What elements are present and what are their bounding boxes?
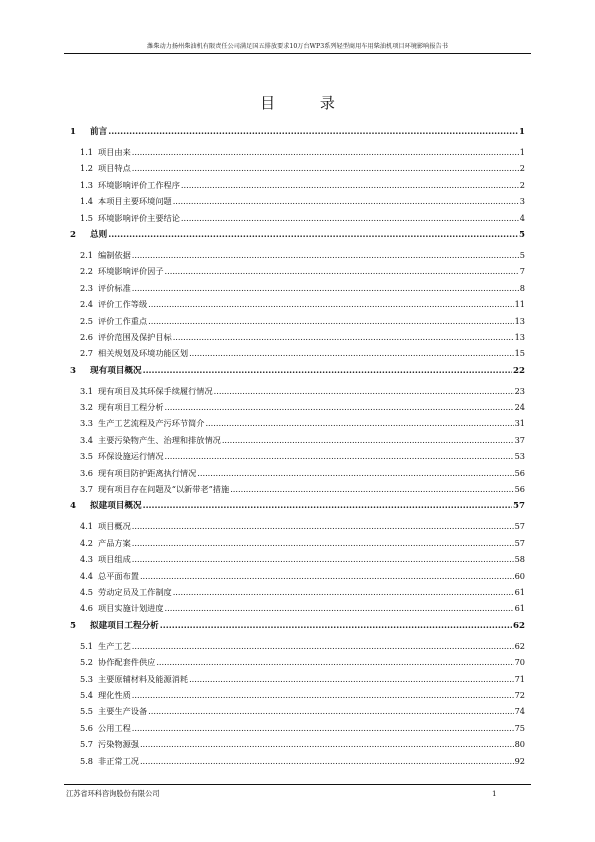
toc-section-label	[66, 280, 131, 296]
toc-dot-leader	[132, 535, 514, 551]
toc-section-entry[interactable]	[66, 584, 525, 600]
toc-section-label	[66, 177, 180, 193]
toc-section-number: 4.4	[80, 570, 94, 581]
toc-chapter-label	[66, 227, 107, 244]
toc-section-page: 72	[514, 689, 525, 700]
toc-dot-leader	[132, 160, 519, 176]
toc-dot-leader	[132, 720, 514, 736]
toc-section-label	[66, 247, 131, 263]
toc-section-number: 5.1	[80, 640, 94, 651]
toc-section-number: 1.3	[80, 179, 94, 190]
toc-chapter-page: 62	[513, 620, 525, 631]
toc-section-number: 5.5	[80, 706, 94, 717]
toc-section-page: 74	[514, 706, 525, 717]
toc-section-page: 37	[514, 434, 525, 445]
toc-section-title: 项目概况	[98, 521, 131, 532]
toc-section-page: 61	[514, 603, 525, 614]
toc-section-title: 项目特点	[98, 163, 131, 174]
toc-section-entry[interactable]	[66, 518, 525, 534]
header-rule	[64, 53, 531, 54]
toc-chapter-title: 现有项目概况	[90, 365, 142, 376]
toc-section-label	[66, 313, 147, 329]
toc-section-title: 项目实施计划进度	[98, 603, 164, 614]
toc-section-entry[interactable]	[66, 263, 525, 279]
toc-dot-leader	[132, 280, 519, 296]
toc-section-title: 理化性质	[98, 689, 131, 700]
toc-dot-leader	[173, 584, 514, 600]
page-title: 目 录	[260, 94, 355, 112]
toc-section-page: 57	[514, 537, 525, 548]
toc-section-label	[66, 703, 147, 719]
toc-section-number: 5.8	[80, 755, 94, 766]
running-header: 潍柴动力扬州柴油机有限责任公司满足国五排放要求10万台WP3系列轻型商用车用柴油机项目环境影响报告书	[147, 43, 448, 50]
toc-section-page: 57	[514, 521, 525, 532]
toc-section-page: 1	[519, 147, 525, 157]
toc-section-page: 2	[519, 179, 525, 190]
toc-section-title: 本项目主要环境问题	[98, 196, 172, 207]
toc-section-title: 生产工艺流程及产污环节简介	[98, 418, 205, 429]
toc-section-number: 4.6	[80, 603, 94, 614]
toc-section-number: 3.5	[80, 451, 94, 462]
toc-dot-leader	[108, 227, 518, 244]
toc-dot-leader	[214, 383, 514, 399]
toc-dot-leader	[148, 296, 513, 312]
toc-section-label	[66, 329, 172, 345]
toc-section-number: 2.4	[80, 299, 94, 310]
toc-dot-leader	[132, 247, 519, 263]
toc-chapter-page: 5	[519, 229, 525, 240]
toc-section-label	[66, 345, 188, 361]
toc-dot-leader	[140, 753, 514, 769]
toc-section-number: 4.1	[80, 521, 94, 532]
toc-section-entry[interactable]	[66, 753, 525, 769]
toc-dot-leader	[132, 687, 514, 703]
toc-dot-leader	[140, 736, 514, 752]
toc-section-entry[interactable]	[66, 481, 525, 497]
toc-chapter-entry[interactable]	[66, 363, 525, 380]
toc-dot-leader	[132, 518, 514, 534]
toc-section-entry[interactable]	[66, 345, 525, 361]
toc-section-page: 70	[514, 657, 525, 668]
toc-section-entry[interactable]	[66, 551, 525, 567]
toc-dot-leader	[132, 551, 514, 567]
toc-dot-leader	[222, 432, 514, 448]
toc-section-page: 56	[514, 484, 525, 495]
toc-chapter-page: 1	[519, 127, 525, 137]
toc-section-title: 环保设施运行情况	[98, 451, 164, 462]
footer-page-number: 1	[492, 789, 497, 798]
toc-section-title: 现有项目存在问题及“以新带老”措施	[98, 484, 230, 495]
toc-section-page: 31	[514, 418, 525, 429]
toc-section-page: 5	[519, 249, 525, 260]
toc-section-label	[66, 720, 131, 736]
toc-section-title: 评价工作等级	[98, 299, 148, 310]
toc-section-title: 环境影响评价主要结论	[98, 212, 180, 223]
toc-section-title: 污染物源强	[98, 739, 139, 750]
toc-section-label	[66, 465, 196, 481]
toc-section-number: 5.2	[80, 657, 94, 668]
toc-section-page: 2	[519, 163, 525, 174]
toc-chapter-number: 1	[70, 127, 76, 137]
toc-section-entry[interactable]	[66, 568, 525, 584]
toc-chapter-entry[interactable]	[66, 498, 525, 515]
toc-section-entry[interactable]	[66, 687, 525, 703]
toc-section-label	[66, 568, 139, 584]
toc-section-entry[interactable]	[66, 736, 525, 752]
toc-section-label	[66, 399, 164, 415]
toc-section-entry[interactable]	[66, 329, 525, 345]
toc-dot-leader	[197, 465, 513, 481]
toc-section-page: 53	[514, 451, 525, 462]
toc-dot-leader	[160, 618, 512, 635]
toc-chapter-entry[interactable]	[66, 618, 525, 635]
toc-dot-leader	[189, 671, 514, 687]
toc-section-title: 生产工艺	[98, 640, 131, 651]
toc-section-entry[interactable]	[66, 399, 525, 415]
toc-section-page: 7	[519, 266, 525, 277]
toc-section-number: 3.6	[80, 467, 94, 478]
toc-section-entry[interactable]	[66, 296, 525, 312]
toc-section-label	[66, 160, 131, 176]
toc-dot-leader	[108, 124, 518, 141]
toc-dot-leader	[165, 448, 514, 464]
toc-section-title: 现有项目防护距离执行情况	[98, 467, 197, 478]
toc-section-title: 现有项目工程分析	[98, 402, 164, 413]
toc-chapter-number: 2	[70, 229, 76, 240]
toc-section-number: 4.2	[80, 537, 94, 548]
toc-section-page: 80	[514, 739, 525, 750]
toc-section-label	[66, 383, 213, 399]
toc-section-number: 1.5	[80, 212, 94, 223]
toc-dot-leader	[165, 399, 514, 415]
toc-section-entry[interactable]	[66, 465, 525, 481]
toc-chapter-entry[interactable]	[66, 227, 525, 244]
toc-section-number: 3.3	[80, 418, 94, 429]
toc-section-label	[66, 481, 229, 497]
toc-dot-leader	[132, 144, 519, 160]
toc-section-label	[66, 736, 139, 752]
toc-dot-leader	[173, 193, 519, 209]
toc-section-entry[interactable]	[66, 247, 525, 263]
toc-section-number: 1.4	[80, 196, 94, 207]
toc-section-number: 3.7	[80, 484, 94, 495]
toc-section-number: 2.5	[80, 315, 94, 326]
toc-section-label	[66, 584, 172, 600]
toc-section-label	[66, 210, 180, 226]
toc-dot-leader	[148, 703, 513, 719]
toc-dot-leader	[205, 415, 513, 431]
toc-section-page: 92	[514, 755, 525, 766]
toc-section-page: 56	[514, 467, 525, 478]
toc-chapter-title: 前言	[90, 127, 108, 137]
toc-section-number: 5.6	[80, 722, 94, 733]
toc-section-entry[interactable]	[66, 432, 525, 448]
toc-section-label	[66, 671, 188, 687]
toc-section-number: 1.2	[80, 163, 94, 174]
toc-dot-leader	[140, 568, 514, 584]
toc-section-title: 评价工作重点	[98, 315, 148, 326]
toc-section-entry[interactable]	[66, 210, 525, 226]
toc-section-title: 主要原辅材料及能源消耗	[98, 673, 189, 684]
toc-section-page: 13	[514, 331, 525, 342]
toc-section-label	[66, 415, 204, 431]
toc-section-label	[66, 432, 221, 448]
toc-section-entry[interactable]	[66, 654, 525, 670]
toc-section-entry[interactable]	[66, 703, 525, 719]
toc-chapter-page: 57	[513, 501, 525, 512]
toc-section-number: 1.1	[80, 147, 94, 157]
toc-chapter-title: 总则	[90, 229, 108, 240]
toc-section-page: 4	[519, 212, 525, 223]
toc-chapter-label	[66, 498, 142, 515]
toc-dot-leader	[156, 654, 513, 670]
toc-section-title: 项目组成	[98, 554, 131, 565]
toc-section-entry[interactable]	[66, 177, 525, 193]
toc-section-entry[interactable]	[66, 638, 525, 654]
toc-section-title: 产品方案	[98, 537, 131, 548]
toc-section-entry[interactable]	[66, 383, 525, 399]
toc-dot-leader	[181, 210, 519, 226]
toc-section-label	[66, 551, 131, 567]
toc-section-label	[66, 448, 164, 464]
toc-section-page: 11	[514, 299, 525, 310]
toc-section-number: 2.2	[80, 266, 94, 277]
toc-section-title: 非正常工况	[98, 755, 139, 766]
toc-section-number: 4.5	[80, 586, 94, 597]
toc-dot-leader	[173, 329, 514, 345]
toc-dot-leader	[165, 263, 519, 279]
toc-chapter-label	[66, 124, 107, 141]
toc-chapter-number: 5	[70, 620, 76, 631]
toc-section-label	[66, 144, 131, 160]
toc-section-page: 60	[514, 570, 525, 581]
toc-section-entry[interactable]	[66, 415, 525, 431]
toc-section-title: 评价范围及保护目标	[98, 331, 172, 342]
toc-chapter-label	[66, 363, 142, 380]
toc-dot-leader	[181, 177, 519, 193]
toc-section-entry[interactable]	[66, 600, 525, 616]
toc-dot-leader	[143, 363, 512, 380]
toc-section-number: 2.3	[80, 282, 94, 293]
toc-section-entry[interactable]	[66, 160, 525, 176]
toc-section-label	[66, 296, 147, 312]
toc-dot-leader	[230, 481, 513, 497]
footer-company: 江苏省环科咨询股份有限公司	[66, 789, 160, 798]
toc-section-title: 项目由来	[98, 147, 131, 157]
toc-section-page: 62	[514, 640, 525, 651]
toc-section-title: 协作配套件供应	[98, 657, 156, 668]
toc-section-page: 23	[514, 385, 525, 396]
toc-section-title: 现有项目及其环保手续履行情况	[98, 385, 213, 396]
toc-section-entry[interactable]	[66, 144, 525, 160]
toc-section-number: 2.1	[80, 249, 94, 260]
toc-section-number: 5.3	[80, 673, 94, 684]
toc-chapter-title: 拟建项目概况	[90, 501, 142, 512]
toc-section-page: 75	[514, 722, 525, 733]
toc-chapter-number: 4	[70, 501, 76, 512]
toc-section-page: 61	[514, 586, 525, 597]
footer-rule	[64, 784, 531, 785]
toc-section-label	[66, 518, 131, 534]
toc-section-page: 13	[514, 315, 525, 326]
toc-section-page: 8	[519, 282, 525, 293]
toc-chapter-entry[interactable]	[66, 124, 525, 141]
table-of-contents	[66, 123, 525, 769]
toc-section-label	[66, 193, 172, 209]
toc-section-title: 环境影响评价工作程序	[98, 179, 180, 190]
toc-section-label	[66, 263, 164, 279]
toc-section-entry[interactable]	[66, 193, 525, 209]
toc-section-entry[interactable]	[66, 448, 525, 464]
toc-section-title: 环境影响评价因子	[98, 266, 164, 277]
toc-section-label	[66, 654, 155, 670]
toc-section-entry[interactable]	[66, 313, 525, 329]
toc-section-label	[66, 753, 139, 769]
toc-section-title: 编制依据	[98, 249, 131, 260]
toc-section-page: 58	[514, 554, 525, 565]
toc-chapter-number: 3	[70, 365, 76, 376]
toc-chapter-label	[66, 618, 159, 635]
toc-section-label	[66, 638, 131, 654]
toc-section-page: 24	[514, 402, 525, 413]
toc-dot-leader	[143, 498, 512, 515]
toc-dot-leader	[189, 345, 514, 361]
toc-section-number: 3.4	[80, 434, 94, 445]
toc-section-page: 71	[514, 673, 525, 684]
toc-section-title: 劳动定员及工作制度	[98, 586, 172, 597]
toc-section-label	[66, 687, 131, 703]
toc-dot-leader	[148, 313, 513, 329]
toc-section-page: 3	[519, 196, 525, 207]
toc-section-title: 主要污染物产生、治理和排放情况	[98, 434, 221, 445]
toc-section-title: 总平面布置	[98, 570, 139, 581]
toc-section-title: 公用工程	[98, 722, 131, 733]
toc-section-number: 2.7	[80, 348, 94, 359]
toc-section-title: 主要生产设备	[98, 706, 148, 717]
toc-section-page: 15	[514, 348, 525, 359]
toc-section-number: 3.2	[80, 402, 94, 413]
toc-chapter-title: 拟建项目工程分析	[90, 620, 159, 631]
toc-section-label	[66, 600, 164, 616]
toc-section-label	[66, 535, 131, 551]
toc-chapter-page: 22	[513, 365, 525, 376]
toc-dot-leader	[132, 638, 514, 654]
toc-section-title: 评价标准	[98, 282, 131, 293]
toc-section-number: 2.6	[80, 331, 94, 342]
toc-section-entry[interactable]	[66, 671, 525, 687]
toc-dot-leader	[165, 600, 514, 616]
toc-section-entry[interactable]	[66, 535, 525, 551]
toc-section-number: 4.3	[80, 554, 94, 565]
toc-section-entry[interactable]	[66, 280, 525, 296]
toc-section-title: 相关规划及环境功能区划	[98, 348, 189, 359]
toc-section-entry[interactable]	[66, 720, 525, 736]
toc-section-number: 5.7	[80, 739, 94, 750]
toc-section-number: 3.1	[80, 385, 94, 396]
toc-section-number: 5.4	[80, 689, 94, 700]
